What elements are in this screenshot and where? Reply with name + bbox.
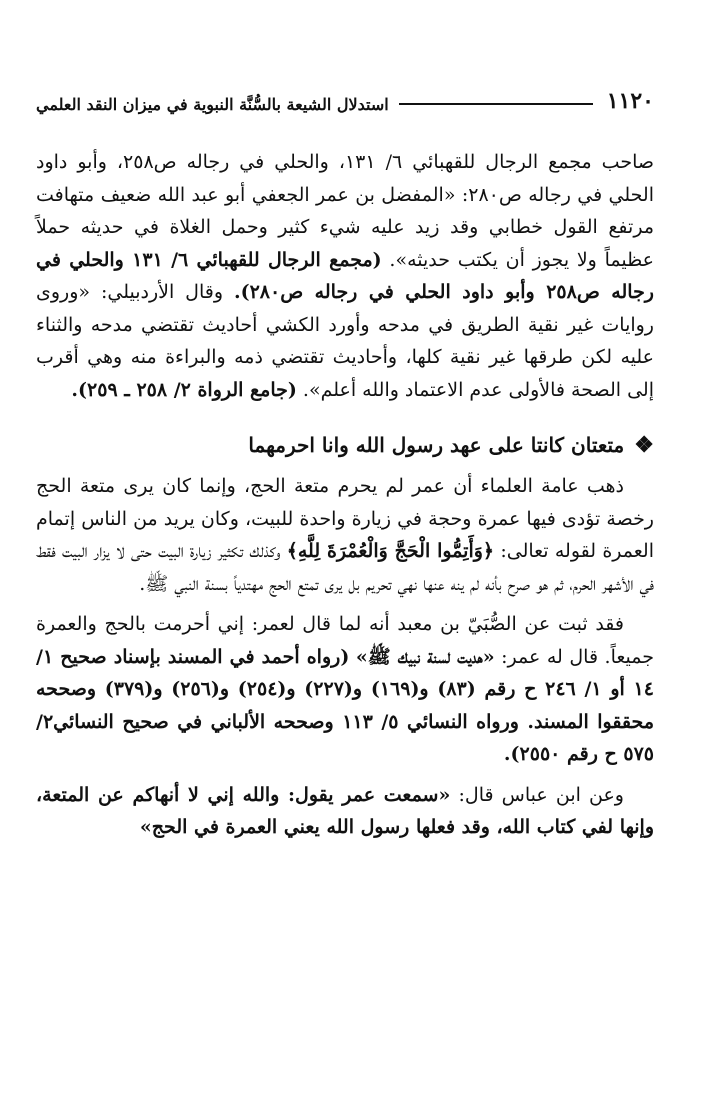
- reference-citation: (جامع الرواة ٢/ ٢٥٨ ـ ٢٥٩).: [71, 378, 297, 401]
- paragraph-text: ذهب عامة العلماء أن عمر لم يحرم متعة الحج، وإنما كان يرى متعة الحج رخصة تؤدى فيها عمرة وحجة في زيارة واحدة للبيت، وكان يريد من الناس إتمام العمرة لقوله تعالى:: [36, 475, 654, 562]
- paragraph-text: وكذلك تكثير زيارة البيت حتى لا يزار البيت فقط في الأشهر الحرم، ثم هو صرح بأنه لم ينه عنها نهي تحريم بل يرى تمتع الحج مهتدياً بسنة النبي ﷺ.: [36, 540, 654, 595]
- quran-verse: ﴿وَأَتِمُّوا الْحَجَّ وَالْعُمْرَةَ لِلَّهِ﴾: [286, 540, 495, 562]
- paragraph-text: فقد ثبت عن الصُّبَيّ بن معبد أنه لما قال لعمر: إني أحرمت بالحج والعمرة جميعاً. قال له عمر:: [36, 613, 655, 668]
- paragraph-text: وعن ابن عباس قال:: [458, 783, 624, 806]
- ornament-icon: ❖: [634, 432, 654, 458]
- paragraph-mutah: [36, 470, 654, 600]
- paragraph-text: وقال الأردبيلي: «وروى روايات غير نقية الطريق في مدحه وأورد الكشي أحاديث تقتضي مدحه والثناء عليه لكن طرقها غير نقية كلها، وأحاديث تقتضي ذمه والبراءة منه وهي أقرب إلى الصحة فالأولى عدم الاعتماد والله أعلم».: [36, 281, 654, 401]
- paragraph-subayy: [36, 608, 654, 771]
- running-title: استدلال الشيعة بالسُّنَّة النبوية في ميزان النقد العلمي: [36, 95, 389, 114]
- paragraph-ibn-abbas: [36, 779, 654, 844]
- reference-citation: (رواه أحمد في المسند بإسناد صحيح ١/ ١٤ أو ١/ ٢٤٦ ح رقم (٨٣) و(١٦٩) و(٢٢٧) و(٢٥٤) و(٢٥٦) و(٣٧٩) وصححه محققوا المسند. ورواه النسائي ٥/ ١١٣ وصححه الألباني في صحيح النسائي٢/ ٥٧٥ ح رقم ٢٥٥٠).: [36, 645, 654, 765]
- body-text: [36, 146, 654, 844]
- hadith-quote: «سمعت عمر يقول: والله إني لا أنهاكم عن المتعة، وإنها لفي كتاب الله، وقد فعلها رسول الله يعني العمرة في الحج»: [36, 783, 654, 838]
- page-number: ١١٢٠: [606, 88, 654, 114]
- section-heading: [36, 430, 654, 460]
- paragraph-rijal: [36, 146, 654, 406]
- document-page: [36, 84, 654, 844]
- page-header: [36, 84, 654, 114]
- section-title: متعتان كانتا على عهد رسول الله وانا احرمهما: [248, 433, 625, 457]
- header-rule: [399, 103, 593, 105]
- paragraph-text: صاحب مجمع الرجال للقهبائي ٦/ ١٣١، والحلي في رجاله ص٢٥٨، وأبو داود الحلي في رجاله ص٢٨٠: «المفضل بن عمر الجعفي أبو عبد الله ضعيف متهافت مرتفع القول خطابي وقد زيد عليه شيء كثير وحمل الغلاة في حديثه حملاً عظيماً ولا يجوز أن يكتب حديثه».: [36, 151, 654, 271]
- hadith-quote: «هديت لسنة نبيك ﷺ»: [355, 645, 495, 668]
- reference-citation: (مجمع الرجال للقهبائي ٦/ ١٣١ والحلي في رجاله ص٢٥٨ وأبو داود الحلي في رجاله ص٢٨٠).: [36, 248, 654, 303]
